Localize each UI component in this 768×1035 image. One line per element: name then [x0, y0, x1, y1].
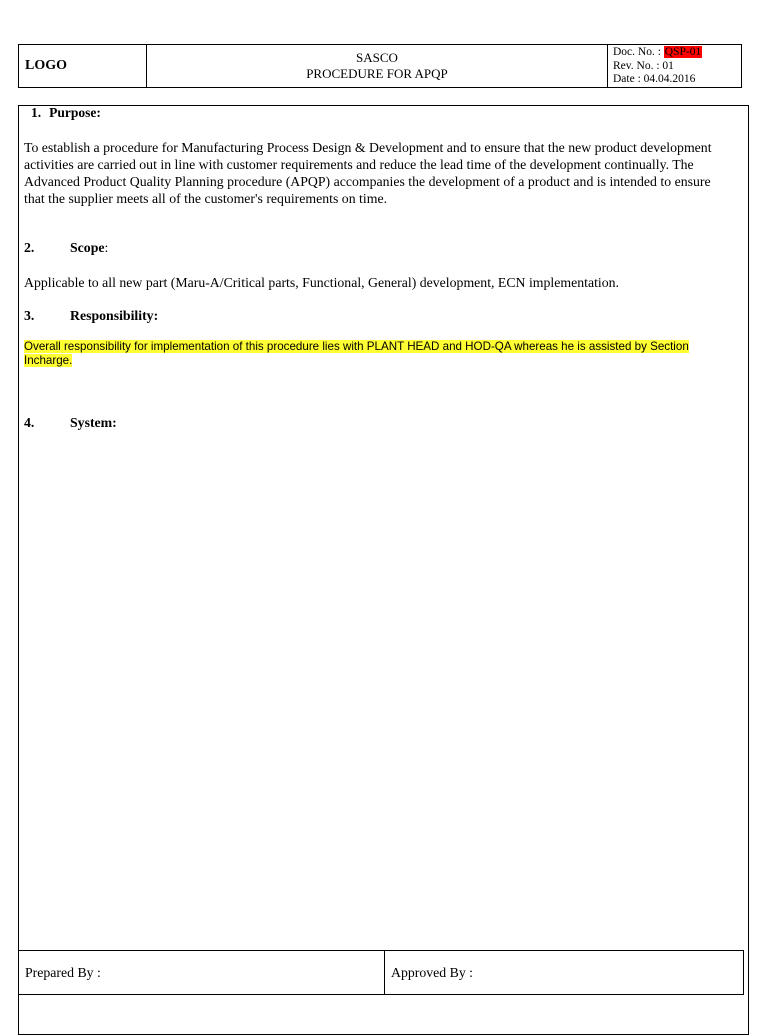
prepared-by: Prepared By :	[19, 951, 385, 994]
document-date: Date : 04.04.2016	[613, 73, 696, 85]
purpose-heading	[31, 105, 101, 121]
header-title-cell	[147, 45, 608, 87]
purpose-label: Purpose:	[49, 105, 101, 120]
responsibility-number: 3.	[24, 308, 35, 323]
company-name: SASCO	[356, 50, 398, 65]
scope-text: Applicable to all new part (Maru-A/Critical parts, Functional, General) development, ECN implementation.	[24, 275, 620, 290]
purpose-number: 1.	[31, 105, 42, 120]
scope-number: 2.	[24, 240, 35, 255]
approved-by: Approved By :	[391, 964, 474, 980]
doc-number-value: QSP-01	[664, 46, 702, 58]
responsibility-highlight: Overall responsibility for implementation of this procedure lies with PLANT HEAD and HOD-QA whereas he is assisted by Section Incharge.	[24, 340, 689, 367]
system-heading	[24, 415, 117, 431]
logo-placeholder: LOGO	[19, 45, 147, 87]
document-body-frame	[18, 105, 749, 1035]
system-label: System:	[70, 415, 117, 430]
scope-colon: :	[104, 240, 109, 255]
document-meta	[608, 45, 741, 87]
document-title: PROCEDURE FOR APQP	[306, 66, 448, 81]
document-header	[18, 44, 742, 88]
responsibility-text	[24, 340, 724, 368]
system-number: 4.	[24, 415, 35, 430]
doc-number	[613, 46, 741, 60]
responsibility-label: Responsibility:	[70, 308, 159, 323]
purpose-text: To establish a procedure for Manufacturing Process Design & Development and to ensure that the new product development activities are carried out in line with customer requirements and reduce the lead time of the development continually. The Advanced Product Quality Planning procedure (APQP) accompanies the development of a product and is intended to ensure that the supplier meets all of the customer's requirements on time.	[24, 140, 712, 206]
scope-label: Scope	[70, 240, 105, 255]
responsibility-heading	[24, 308, 158, 324]
revision-number: Rev. No. : 01	[613, 59, 674, 72]
signature-table	[18, 950, 744, 995]
doc-number-label: Doc. No. :	[613, 46, 661, 58]
scope-heading	[24, 240, 108, 256]
